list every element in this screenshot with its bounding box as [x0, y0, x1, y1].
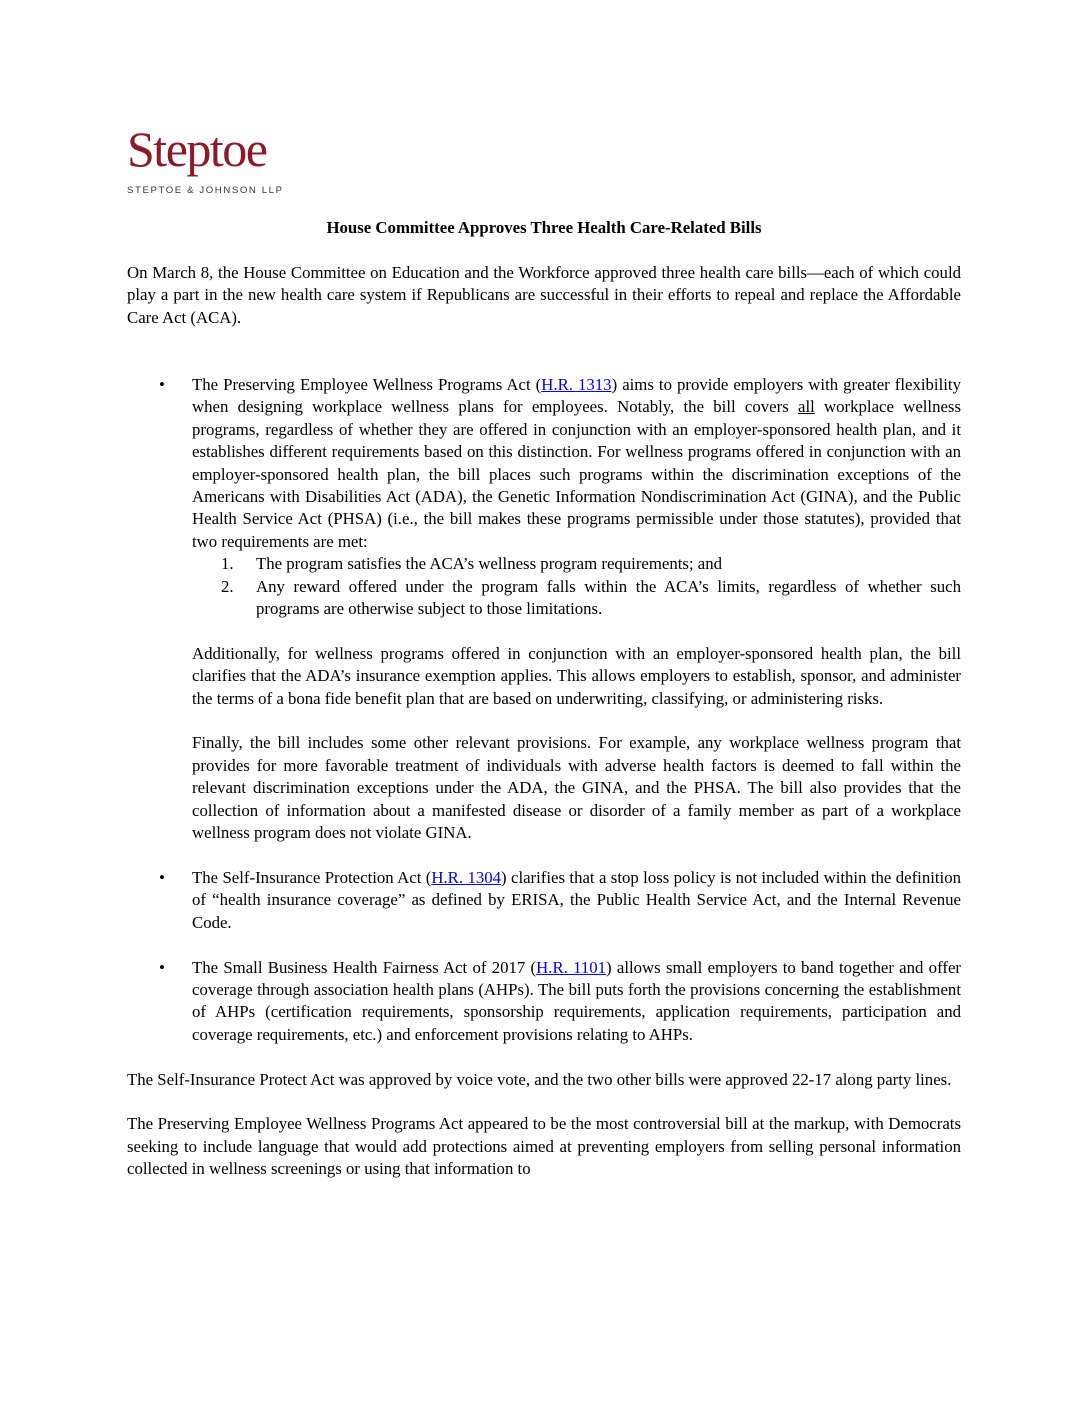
- hr1313-finally-paragraph: Finally, the bill includes some other relevant provisions. For example, any workplace wellness program that provides for more favorable treatment of individuals with adverse health factors is deemed to fall within the relevant discrimination exceptions under the ADA, the GINA, and the PHSA. The bill also provides that the collection of information about a manifested disease or disorder of a family member as part of a workplace wellness program does not violate GINA.: [192, 733, 961, 843]
- controversy-paragraph: The Preserving Employee Wellness Programs Act appeared to be the most controversial bill at the markup, with Democrats seeking to include language that would add protections aimed at preventing employers from selling personal information collected in wellness screenings or using that information to: [127, 1114, 961, 1179]
- bullet-icon: •: [159, 957, 165, 977]
- vote-paragraph: The Self-Insurance Protect Act was approved by voice vote, and the two other bills were approved 22-17 along party lines.: [127, 1069, 952, 1089]
- list-item-hr1313: [127, 374, 961, 867]
- intro-paragraph: On March 8, the House Committee on Education and the Workforce approved three health care bills—each of which could play a part in the new health care system if Republicans are successful in their efforts to repeal and replace the Affordable Care Act (ACA).: [127, 263, 961, 327]
- requirement-text: Any reward offered under the program falls within the ACA’s limits, regardless of whether such programs are otherwise subject to those limitations.: [256, 576, 961, 619]
- document-body: [127, 262, 961, 1181]
- hr1313-additional-paragraph: Additionally, for wellness programs offered in conjunction with an employer-sponsored health plan, the bill clarifies that the ADA’s insurance exemption applies. This allows employers to establish, sponsor, and administer the terms of a bona fide benefit plan that are based on underwriting, classifying, or administering risks.: [192, 643, 961, 708]
- requirement-number: 2.: [221, 576, 234, 596]
- hr1313-text-mid: ) aims to provide employers with greater flexibility when designing workplace wellness plans for employees. Notably, the bill covers: [192, 375, 961, 417]
- hr1304-link[interactable]: H.R. 1304: [431, 867, 502, 887]
- hr1313-paragraph: [192, 374, 961, 553]
- logo-subline: STEPTOE & JOHNSON LLP: [127, 185, 284, 196]
- hr1101-link[interactable]: H.R. 1101: [536, 957, 607, 977]
- requirement-item: [192, 576, 961, 621]
- requirement-item: [192, 553, 961, 575]
- hr1304-text-rest: ) clarifies that a stop loss policy is not included within the definition of “health insurance coverage” as defined by ERISA, the Public Health Service Act, and the Internal Revenue Code.: [192, 867, 961, 932]
- bullet-icon: •: [159, 375, 165, 394]
- firm-logo: [127, 121, 307, 202]
- hr1313-text-rest: workplace wellness programs, regardless of whether they are offered in conjunction with an employer-sponsored health plan, and it establishes different requirements based on this distinction. For wellness programs offered in conjunction with an employer-sponsored health plan, the bill places such programs within the discrimination exceptions of the Americans with Disabilities Act (ADA), the Genetic Information Nondiscrimination Act (GINA), and the Public Health Service Act (PHSA) (i.e., the bill makes these programs permissible under those statutes), provided that two requirements are met:: [192, 397, 961, 551]
- hr1304-paragraph: [192, 867, 961, 934]
- hr1313-text-start: The Preserving Employee Wellness Programs Act (: [192, 375, 542, 394]
- bill-list: [127, 374, 961, 1046]
- list-item-hr1304: [127, 867, 961, 957]
- hr1313-emphasis: all: [798, 397, 815, 417]
- hr1101-paragraph: [192, 957, 961, 1047]
- requirements-list: [192, 553, 961, 620]
- hr1101-text-rest: ) allows small employers to band together and offer coverage through association health plans (AHPs). The bill puts forth the provisions concerning the establishment of AHPs (certification requirements, sponsorship requirements, application requirements, participation and coverage requirements, etc.) and enforcement provisions relating to AHPs.: [192, 957, 961, 1044]
- hr1101-text-start: The Small Business Health Fairness Act of 2017 (: [192, 957, 537, 977]
- list-item-hr1101: [127, 957, 961, 1047]
- logo-wordmark: Steptoe: [127, 121, 267, 177]
- requirement-text: The program satisfies the ACA’s wellness program requirements; and: [256, 554, 723, 574]
- bullet-icon: •: [159, 867, 165, 887]
- hr1313-link[interactable]: H.R. 1313: [541, 375, 612, 394]
- requirement-number: 1.: [221, 554, 234, 574]
- page-title: House Committee Approves Three Health Care-Related Bills: [326, 218, 762, 237]
- hr1304-text-start: The Self-Insurance Protection Act (: [192, 867, 432, 887]
